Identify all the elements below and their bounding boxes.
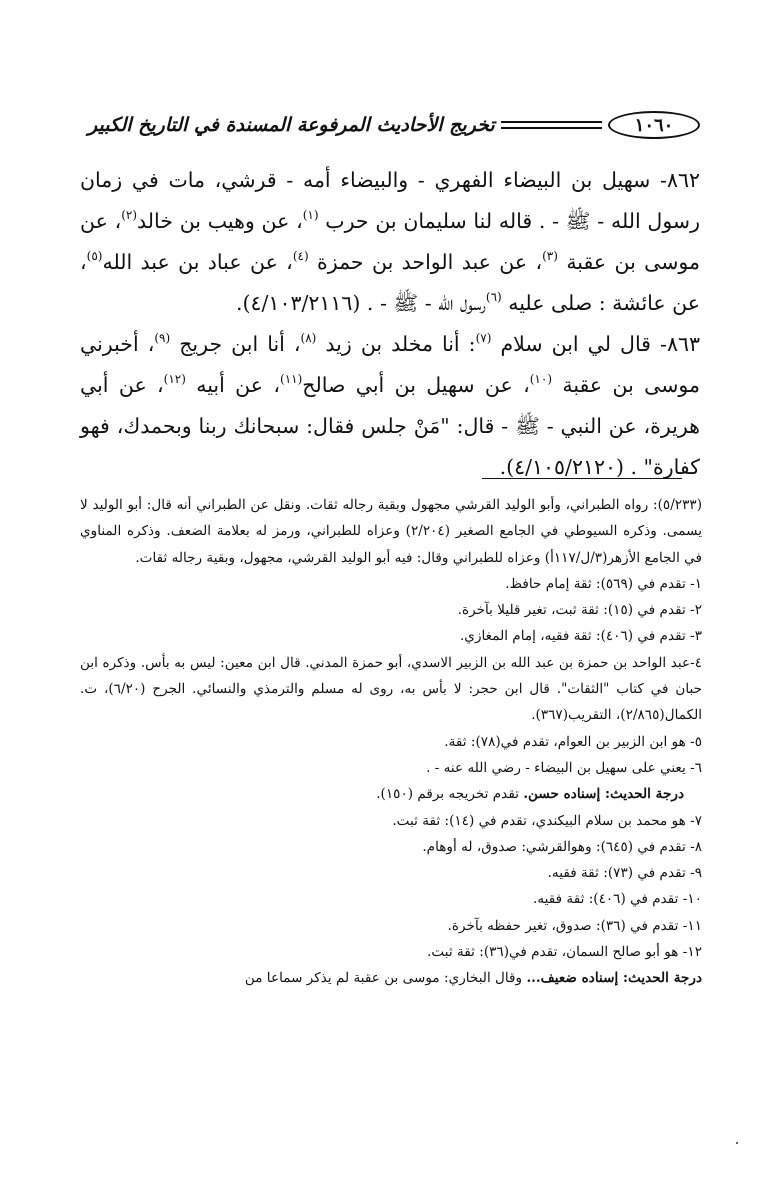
footnote-ref: (٦) xyxy=(485,290,502,304)
footnote-7: ٧- هو محمد بن سلام البيكندي، تقدم في (١٤): ثقة ثبت. xyxy=(392,812,702,829)
footnote-ref: (١٠) xyxy=(529,372,552,386)
footnote-separator xyxy=(482,478,682,479)
running-title: تخريج الأحاديث المرفوعة المسندة في التاريخ الكبير xyxy=(88,114,495,136)
page-number: ١٠٦٠ xyxy=(608,111,700,139)
footnote-9: ٩- تقدم في (٧٣): ثقة فقيه. xyxy=(547,865,702,882)
page-header xyxy=(80,108,700,142)
header-rule xyxy=(501,121,602,129)
footnote-12: ١٢- هو أبو صالح السمان، تقدم في(٣٦): ثقة ثبت. xyxy=(427,944,702,961)
footnote-ref: (١٢) xyxy=(163,372,186,386)
footnote-6: ٦- يعني على سهيل بن البيضاء - رضي الله عنه - . xyxy=(426,759,702,776)
footnote-ref: (١١) xyxy=(280,372,303,386)
footnote-1: ١- تقدم في (٥٦٩): ثقة إمام حافظ. xyxy=(505,575,702,592)
footnote-ref: (٣) xyxy=(542,249,558,263)
footnote-5: ٥- هو ابن الزبير بن العوام، تقدم في(٧٨): ثقة. xyxy=(444,733,702,750)
footnote-ref: (٧) xyxy=(475,331,492,345)
hadith-863: ٨٦٣- قال لي ابن سلام $^{(٧)}$: أنا مخلد بن زيد $^{(٨)}$، أنا ابن جريج $^{(٩)}$، أخبرني موسى بن عقبة $^{(١٠)}$، عن سهيل بن أبي صالح$^{(١١)}$، عن أبيه $^{(١٢)}$، عن أبي هريرة، عن النبي - ﷺ - قال: "مَنْ جلس فقال: سبحانك ربنا وبحمدك، فهو كفارة" . (٤/١٠٥/٢١٢٠). xyxy=(80,331,701,479)
footnote-8: ٨- تقدم في (٦٤٥): وهوالقرشي: صدوق، له أوهام. xyxy=(422,838,702,855)
footnote-ref: (٨) xyxy=(300,331,317,345)
footnote-2: ٢- تقدم في (١٥): ثقة ثبت، تغير قليلا بآخرة. xyxy=(457,602,702,619)
footnote-ref: (٩) xyxy=(154,331,171,345)
footnote-10: ١٠- تقدم في (٤٠٦): ثقة فقيه. xyxy=(533,891,702,908)
footnote-ref: (٢) xyxy=(121,208,138,222)
footnote-4: ٤-عبد الواحد بن حمزة بن عبد الله بن الزبير الاسدي، أبو حمزة المدني. قال ابن معين: ليس به بأس. وذكره ابن حبان في كتاب "الثقات". قال ابن حجر: لا بأس به، روى له مسلم والترمذي والنسائي. الجرح (٦/٢٠)، ت. الكمال(٢/٨٦٥)، التقريب(٣٦٧). xyxy=(80,654,702,724)
hadith-862: ٨٦٢- سهيل بن البيضاء الفهري - والبيضاء أمه - قرشي، مات في زمان رسول الله - ﷺ - . قاله لنا سليمان بن حرب $^{(١)}$، عن وهيب بن خالد$^{(٢)}$، عن موسى بن عقبة $^{(٣)}$، عن عبد الواحد بن حمزة $^{(٤)}$، عن عباد بن عبد الله$^{(٥)}$، عن عائشة : صلى عليه $^{(٦)}$رسول الله - ﷺ - . (٤/١٠٣/٢١١٦). xyxy=(80,168,700,315)
main-text xyxy=(80,160,700,488)
grade-label: درجة الحديث: إسناده ضعيف... xyxy=(526,970,702,987)
footnote-3: ٣- تقدم في (٤٠٦): ثقة فقيه، إمام المغازي. xyxy=(459,628,702,645)
footnote-ref: (١) xyxy=(302,208,319,222)
footnote-11: ١١- تقدم في (٣٦): صدوق، تغير حفظه بآخرة. xyxy=(447,917,702,934)
grade-label: درجة الحديث: إسناده حسن. xyxy=(523,786,684,803)
footnote-ref: (٤) xyxy=(292,249,309,263)
footnotes xyxy=(80,492,702,992)
hadith-grade-862: درجة الحديث: إسناده حسن. تقدم تخريجه برقم (١٥٠). xyxy=(376,786,684,803)
footnote-ref: (٥) xyxy=(86,249,103,263)
hadith-grade-863: درجة الحديث: إسناده ضعيف... وقال البخاري: موسى بن عقبة لم يذكر سماعا من xyxy=(244,970,702,987)
scan-speck xyxy=(736,1142,738,1144)
footnote-5-continued: (٥/٢٣٣): رواه الطبراني، وأبو الوليد القرشي مجهول وبقية رجاله ثقات. ونقل عن الطبراني أنه قال: أبو الوليد لا يسمى. وذكره السيوطي في الجامع الصغير (٢/٢٠٤) وعزاه للطبراني، ورمز له بعلامة الضعف. وذكره المناوي في الجامع الأزهر(٣/ل/١١٧أ) وعزاه للطبراني وقال: فيه أبو الوليد القرشي، مجهول، وبقية رجاله ثقات. xyxy=(80,497,702,566)
